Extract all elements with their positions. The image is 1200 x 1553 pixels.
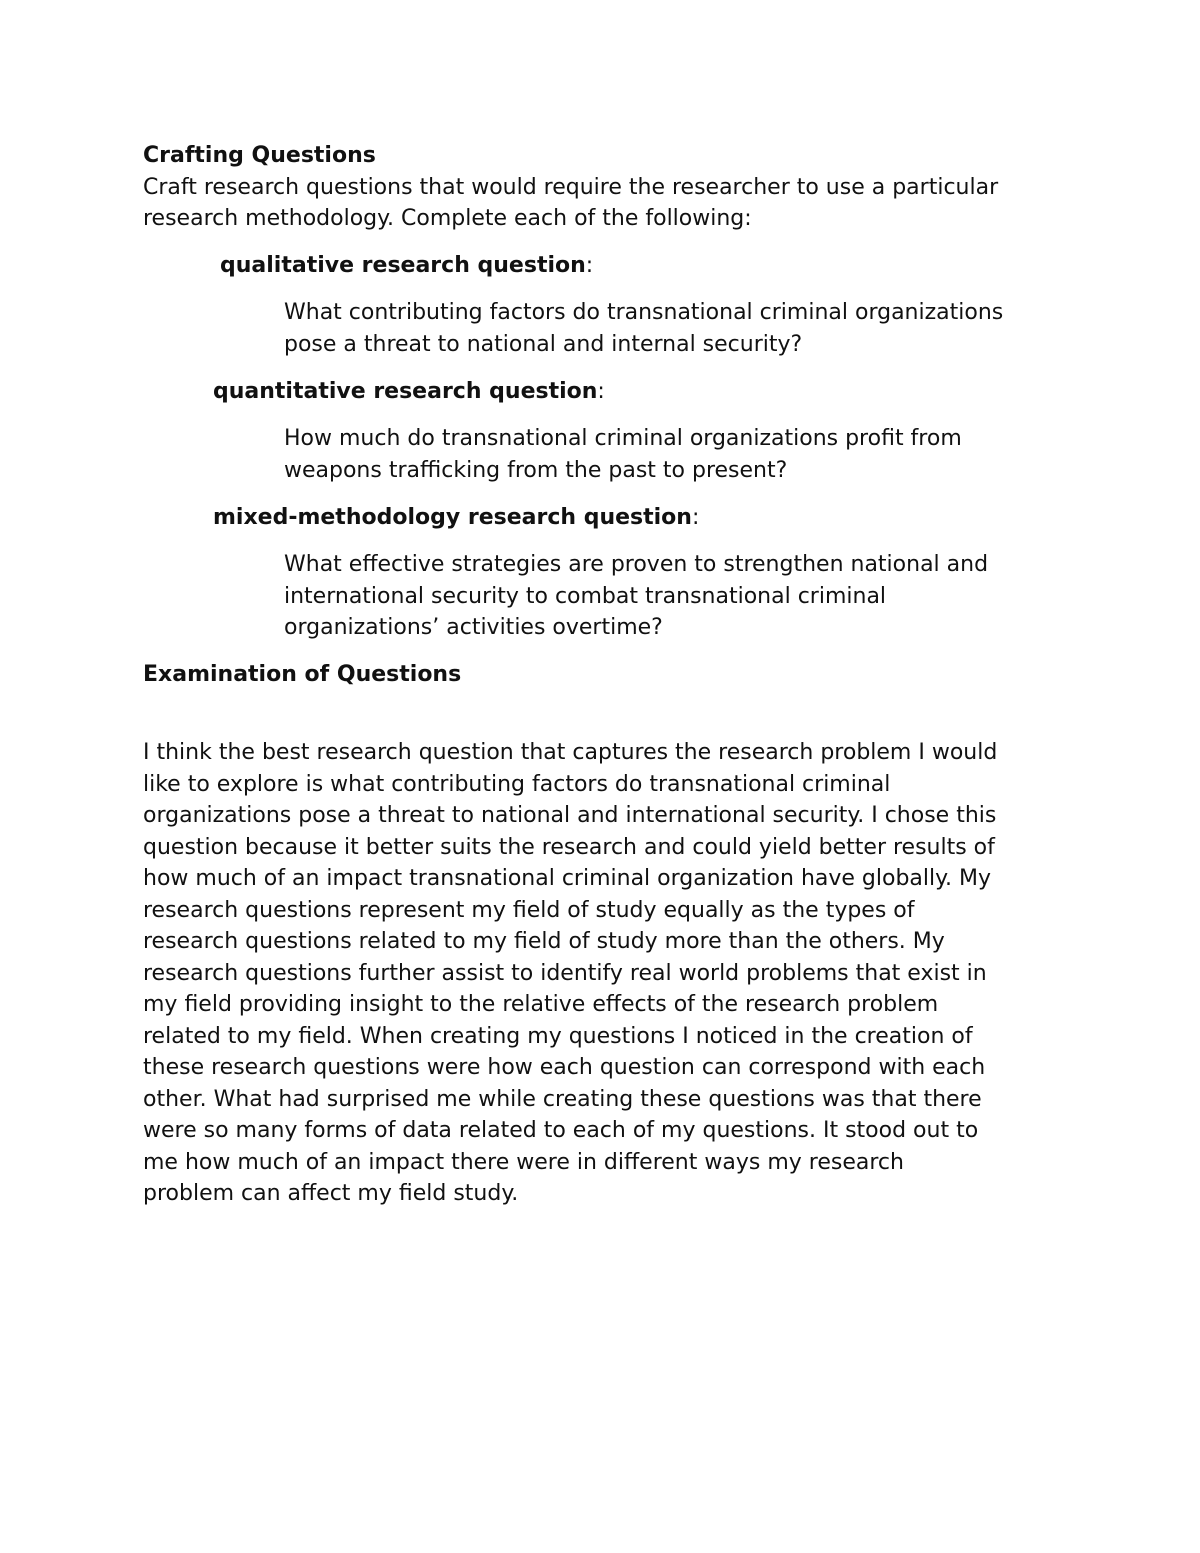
label-colon: : [585, 253, 594, 278]
section-title-examination-of-questions: Examination of Questions [143, 662, 462, 687]
section-title-crafting-questions: Crafting Questions [143, 143, 376, 168]
intro-line: research methodology. Complete each of the following: [143, 206, 752, 231]
label-colon: : [691, 505, 700, 530]
examination-paragraph [143, 737, 997, 1210]
body-line: like to explore is what contributing factors do transnational criminal [143, 771, 891, 797]
body-line: me how much of an impact there were in different ways my research [143, 1149, 904, 1175]
label-colon: : [597, 379, 605, 404]
qualitative-question-label: qualitative research question [220, 253, 586, 278]
body-line: research questions represent my field of study equally as the types of [143, 897, 915, 923]
answer-line: weapons trafficking from the past to present? [284, 457, 788, 483]
body-line: problem can affect my field study. [143, 1181, 519, 1206]
qualitative-question-label-row [220, 250, 593, 281]
quantitative-question-answer [284, 423, 962, 486]
body-line: other. What had surprised me while creating these questions was that there [143, 1086, 982, 1112]
body-line: my field providing insight to the relative effects of the research problem [143, 992, 939, 1017]
answer-line: pose a threat to national and internal security? [284, 331, 803, 357]
intro-line: Craft research questions that would require the researcher to use a particular [143, 174, 999, 200]
body-line: I think the best research question that captures the research problem I would [143, 740, 998, 765]
body-line: how much of an impact transnational criminal organization have globally. My [143, 866, 991, 891]
quantitative-question-label-row [213, 376, 605, 407]
body-line: were so many forms of data related to each of my questions. It stood out to [143, 1118, 979, 1143]
body-line: question because it better suits the research and could yield better results of [143, 834, 995, 860]
answer-line: What effective strategies are proven to strengthen national and [284, 552, 989, 577]
qualitative-question-answer [284, 297, 1003, 360]
body-line: research questions further assist to identify real world problems that exist in [143, 960, 987, 986]
mixed-methodology-question-answer [284, 549, 988, 644]
answer-line: What contributing factors do transnational criminal organizations [284, 300, 1004, 325]
body-line: related to my field. When creating my questions I noticed in the creation of [143, 1023, 973, 1049]
body-line: these research questions were how each question can correspond with each [143, 1055, 986, 1080]
answer-line: How much do transnational criminal organizations profit from [284, 426, 962, 451]
intro-paragraph [143, 172, 1063, 235]
answer-line: organizations’ activities overtime? [284, 615, 663, 640]
mixed-methodology-question-label-row [213, 502, 699, 533]
answer-line: international security to combat transnational criminal [284, 583, 887, 609]
document-page [143, 140, 1063, 1206]
quantitative-question-label: quantitative research question [213, 379, 598, 404]
body-line: organizations pose a threat to national and international security. I chose this [143, 803, 997, 828]
body-line: research questions related to my field of study more than the others. My [143, 929, 945, 954]
mixed-methodology-question-label: mixed-methodology research question [213, 505, 692, 530]
